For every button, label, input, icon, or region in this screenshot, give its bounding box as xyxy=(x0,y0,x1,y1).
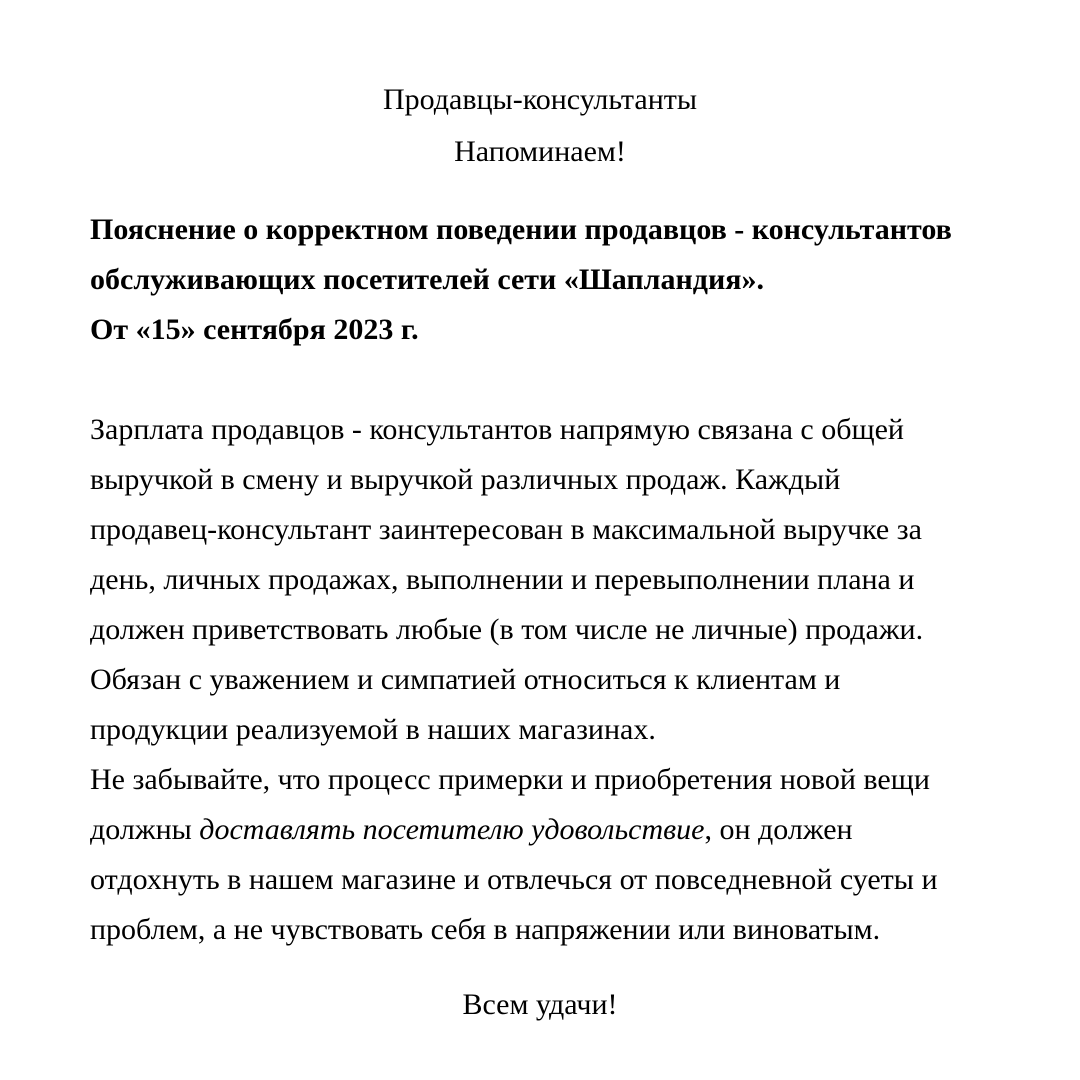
page-title: Продавцы-консультанты xyxy=(382,83,698,116)
body-line-4: день, личных продажах, выполнении и перевыполнении плана и xyxy=(90,563,915,596)
body-line-10: отдохнуть в нашем магазине и отвлечься от повседневной суеты и xyxy=(90,863,938,896)
closing-text: Всем удачи! xyxy=(462,988,618,1021)
notice-heading-line-2: обслуживающих посетителей сети «Шапландия». xyxy=(90,263,764,296)
body-line-9-end: , он должен xyxy=(704,813,853,846)
body-line-1: Зарплата продавцов - консультантов напрямую связана с общей xyxy=(90,413,904,446)
notice-heading-line-1: Пояснение о корректном поведении продавцов - консультантов xyxy=(90,213,952,246)
body-line-2: выручкой в смену и выручкой различных продаж. Каждый xyxy=(90,463,841,496)
body-line-6: Обязан с уважением и симпатией относиться к клиентам и xyxy=(90,663,841,696)
body-line-11: проблем, а не чувствовать себя в напряжении или виноватым. xyxy=(90,913,881,946)
body-line-9 xyxy=(90,805,853,855)
body-line-8: Не забывайте, что процесс примерки и приобретения новой вещи xyxy=(90,763,930,796)
body-line-9-start: должны xyxy=(90,813,200,846)
body-line-5: должен приветствовать любые (в том числе не личные) продажи. xyxy=(90,613,924,646)
body-line-3: продавец-консультант заинтересован в максимальной выручке за xyxy=(90,513,922,546)
body-line-7: продукции реализуемой в наших магазинах. xyxy=(90,713,656,746)
emphasis-text: доставлять посетителю удовольствие xyxy=(199,813,705,846)
notice-date: От «15» сентября 2023 г. xyxy=(90,313,419,346)
page-subtitle: Напоминаем! xyxy=(454,135,626,168)
